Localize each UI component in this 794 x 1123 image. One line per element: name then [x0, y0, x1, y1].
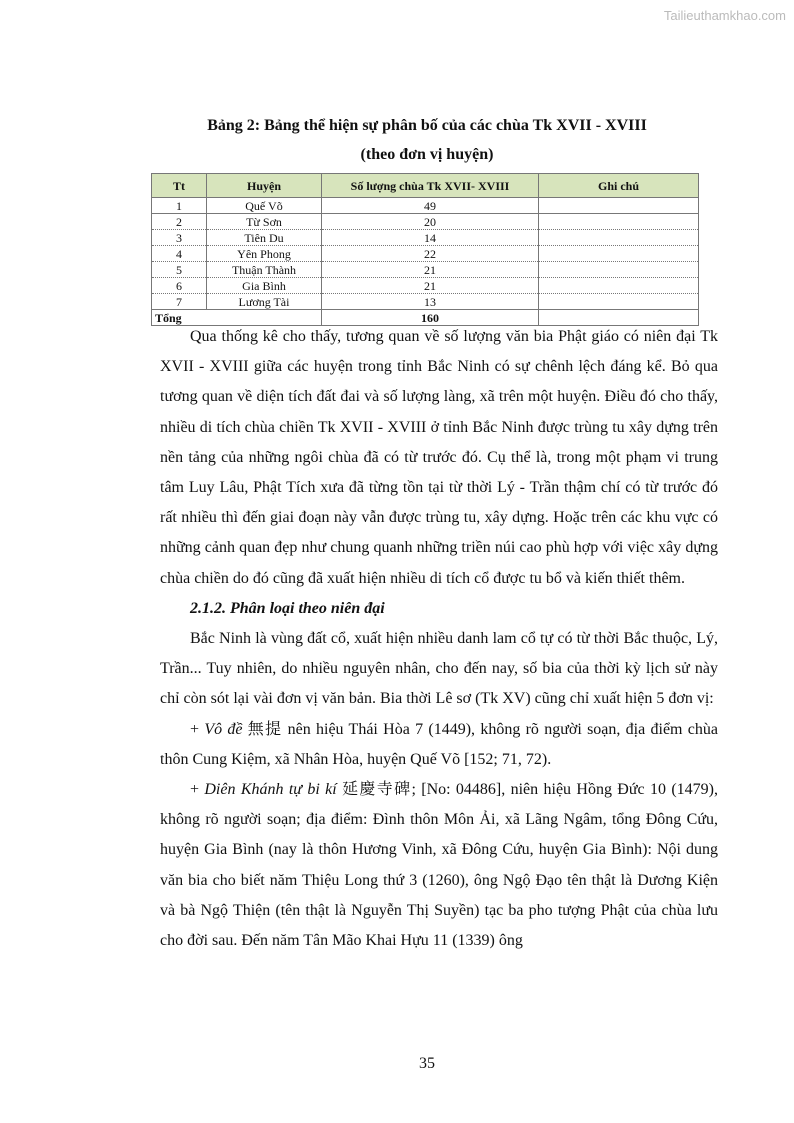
table-cell: Từ Sơn	[207, 214, 322, 230]
table-cell: 22	[322, 246, 539, 262]
table-cell: 21	[322, 262, 539, 278]
paragraph	[160, 715, 718, 775]
list-prefix: +	[190, 720, 205, 738]
table-row	[152, 246, 699, 262]
table-cell: Quế Võ	[207, 198, 322, 214]
table-row	[152, 214, 699, 230]
table-cell: 21	[322, 278, 539, 294]
table-cell	[539, 278, 699, 294]
table-cell: 4	[152, 246, 207, 262]
table-cell: 6	[152, 278, 207, 294]
table-row	[152, 198, 699, 214]
page-number: 35	[419, 1055, 435, 1072]
list-prefix: +	[190, 781, 205, 799]
table-cell	[539, 262, 699, 278]
watermark: Tailieuthamkhao.com	[663, 8, 786, 23]
table-subtitle: (theo đơn vị huyện)	[360, 146, 494, 163]
column-header: Tt	[152, 174, 207, 198]
table-cell	[539, 214, 699, 230]
column-header: Ghi chú	[539, 174, 699, 198]
column-header: Huyện	[207, 174, 322, 198]
table-cell	[539, 230, 699, 246]
paragraph-text: Bắc Ninh là vùng đất cổ, xuất hiện nhiều danh lam cổ tự có từ thời Bắc thuộc, Lý, Trần... Tuy nhiên, do nhiều nguyên nhân, cho đến nay, số bia của thời kỳ lịch sử này chỉ còn sót lại vài đơn vị văn bản. Bia thời Lê sơ (Tk XV) cũng chỉ xuất hiện 5 đơn vị:	[160, 630, 718, 708]
table-cell: 1	[152, 198, 207, 214]
table-header-row	[152, 174, 699, 198]
paragraph-text: Qua thống kê cho thấy, tương quan về số lượng văn bia Phật giáo có niên đại Tk XVII - XVIII giữa các huyện trong tỉnh Bắc Ninh có sự chênh lệch đáng kể. Bỏ qua tương quan về diện tích đất đai và số lượng làng, xã trên một huyện. Điều đó cho thấy, nhiều di tích chùa chiền Tk XVII - XVIII ở tỉnh Bắc Ninh được trùng tu xây dựng trên nền tảng của những ngôi chùa đã có từ trước đó. Cụ thể là, trong một phạm vi trung tâm Luy Lâu, Phật Tích xưa đã từng tồn tại từ thời Lý - Trần thậm chí có từ trước đó rất nhiều thì đến giai đoạn này vẫn được trùng tu, xây dựng. Hoặc trên các khu vực có những cảnh quan đẹp như chung quanh những triền núi cao phù hợp với việc xây dựng chùa chiền do đó cũng đã xuất hiện nhiều di tích cổ được tu bổ và kiến thiết thêm.	[160, 328, 718, 587]
table-cell: 2	[152, 214, 207, 230]
total-value: 160	[322, 310, 539, 326]
table-cell: 5	[152, 262, 207, 278]
table-cell: Lương Tài	[207, 294, 322, 310]
paragraph	[160, 322, 718, 594]
paragraph-text: 2.1.2. Phân loại theo niên đại	[190, 599, 385, 617]
section-heading	[160, 594, 718, 624]
table-cell	[539, 294, 699, 310]
column-header: Số lượng chùa Tk XVII- XVIII	[322, 174, 539, 198]
table-cell: 20	[322, 214, 539, 230]
table-cell: 13	[322, 294, 539, 310]
table-cell	[539, 198, 699, 214]
table-row	[152, 278, 699, 294]
paragraph-text: 延慶寺碑; [No: 04486], niên hiệu Hồng Đức 10 (1479), không rõ người soạn; địa điểm: Đình thôn Môn Ải, xã Lãng Ngâm, tổng Đông Cứu, huyện Gia Bình (nay là thôn Hương Vinh, xã Đông Cứu, huyện Gia Bình): Nội dung văn bia cho biết năm Thiệu Long thứ 3 (1260), ông Ngộ Đạo tên thật là Dương Kiện và bà Ngộ Thiện (tên thật là Nguyễn Thị Suyền) tạc ba pho tượng Phật của chùa lưu cho đời sau. Đến năm Tân Mão Khai Hựu 11 (1339) ông	[160, 781, 718, 950]
body-text	[160, 322, 718, 956]
table-cell: Yên Phong	[207, 246, 322, 262]
table-cell	[539, 246, 699, 262]
table-row	[152, 230, 699, 246]
table-row	[152, 294, 699, 310]
district-temple-table	[151, 173, 699, 326]
table-cell: Thuận Thành	[207, 262, 322, 278]
table-cell: 14	[322, 230, 539, 246]
inscription-title: Diên Khánh tự bi kí	[204, 781, 337, 799]
table-cell: Gia Bình	[207, 278, 322, 294]
table-title: Bảng 2: Bảng thể hiện sự phân bố của các chùa Tk XVII - XVIII	[207, 117, 647, 134]
paragraph-text: 無提 nên hiệu Thái Hòa 7 (1449), không rõ người soạn, địa điểm chùa thôn Cung Kiệm, xã Nhân Hòa, huyện Quế Võ [152; 71, 72).	[160, 720, 718, 768]
table-cell: 3	[152, 230, 207, 246]
total-label: Tổng	[152, 310, 207, 326]
paragraph	[160, 775, 718, 956]
table-cell: Tiên Du	[207, 230, 322, 246]
table-row	[152, 262, 699, 278]
table-cell: 49	[322, 198, 539, 214]
paragraph	[160, 624, 718, 715]
table-cell: 7	[152, 294, 207, 310]
inscription-title: Vô đề	[204, 720, 243, 738]
